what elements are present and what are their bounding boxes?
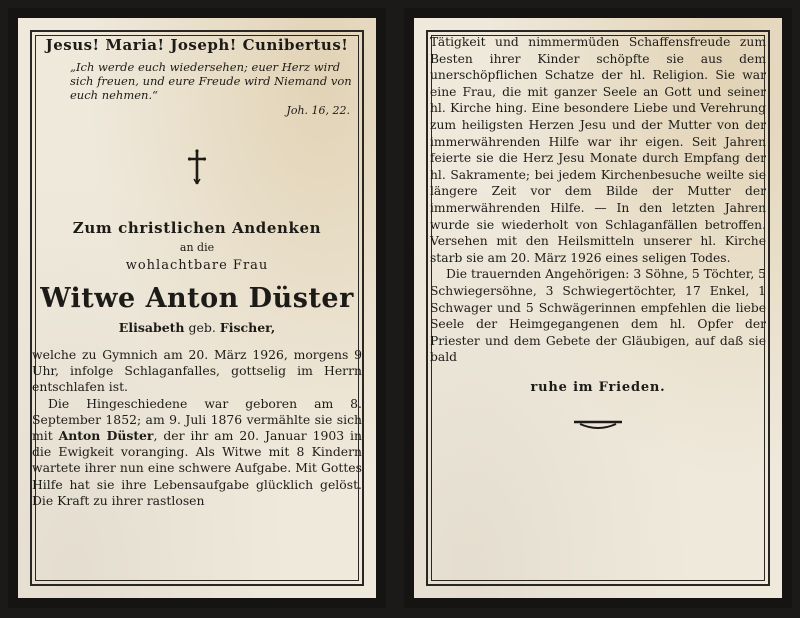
left-paragraph-2b: , der ihr am 20. Januar 1903 in die Ewigkeit voranging. Als Witwe mit 8 Kindern wartete ihrer nun eine schwere Aufgabe. Mit Gottes Hilfe hat sie ihre Lebensaufgabe glücklich gelöst. Die Kraft zu ihrer rastlosen bbox=[32, 428, 362, 508]
maiden-last-name: Fischer, bbox=[219, 320, 276, 335]
left-content bbox=[32, 30, 362, 590]
an-die-text: an die bbox=[179, 241, 215, 254]
right-paragraph-1: Tätigkeit und nimmermüden Schaffensfreude zum Besten ihrer Kinder schöpfte sie aus dem unerschöpflichen Schatze der hl. Religion. Sie war eine Frau, die mit ganzer Seele an Gott und seiner hl. Kirche hing. Eine besondere Liebe und Verehrung zum heiligsten Herzen Jesu und der Mutter von der immerwährenden Hilfe war ihr eigen. Seit Jahren feierte sie die Herz Jesu Monate durch Empfang der hl. Sakramente; bei jedem Kirchenbesuche weilte sie längere Zeit vor dem Bilde der Mutter der immerwährenden Hilfe. — In den letzten Jahren wurde sie wiederholt von Schlaganfällen betroffen. Versehen mit den Heilsmitteln unserer hl. Kirche starb sie am 20. März 1926 eines seligen Todes. bbox=[430, 35, 766, 265]
ornament-icon bbox=[572, 419, 624, 431]
memory-heading: Zum christlichen Andenken bbox=[72, 219, 322, 237]
left-paragraph-1: welche zu Gymnich am 20. März 1926, morgens 9 Uhr, infolge Schlaganfalles, gottselig im Herrn entschlafen ist. bbox=[32, 347, 362, 395]
left-paragraph-2 bbox=[32, 396, 362, 509]
maiden-name bbox=[32, 320, 362, 335]
bible-quote: „Ich werde euch wiedersehen; euer Herz wird sich freuen, und eure Freude wird Niemand von euch nehmen.“ bbox=[70, 60, 352, 102]
cross-icon bbox=[187, 149, 207, 185]
right-content bbox=[430, 34, 766, 590]
right-card bbox=[404, 8, 792, 608]
rest-in-peace: ruhe im Frieden. bbox=[530, 379, 666, 395]
quote-reference: Joh. 16, 22. bbox=[286, 104, 350, 117]
maiden-first-name: Elisabeth bbox=[118, 320, 185, 335]
right-paper bbox=[414, 18, 782, 598]
left-paper bbox=[18, 18, 376, 598]
husband-name: Anton Düster bbox=[58, 428, 154, 444]
honorific-text: wohlachtbare Frau bbox=[125, 258, 269, 273]
invocation: Jesus! Maria! Joseph! Cunibertus! bbox=[45, 36, 349, 54]
left-card bbox=[8, 8, 386, 608]
left-body bbox=[32, 347, 362, 509]
right-paragraph-2: Die trauernden Angehörigen: 3 Söhne, 5 Töchter, 5 Schwiegersöhne, 3 Schwiegertöchter, 17 Enkel, 1 Schwager und 5 Schwägerinnen empfehlen die liebe Seele der Heimgegangenen dem hl. Opfer der Priester und dem Gebete der Gläubigen, auf daß sie bald bbox=[430, 267, 766, 365]
maiden-geb: geb. bbox=[188, 320, 216, 335]
left-paragraph-2a: Die Hingeschiedene war geboren am 8. September 1852; am 9. Juli 1876 vermählte sie sich mit bbox=[32, 395, 362, 444]
deceased-name: Witwe Anton Düster bbox=[40, 283, 354, 314]
right-body bbox=[430, 34, 766, 366]
